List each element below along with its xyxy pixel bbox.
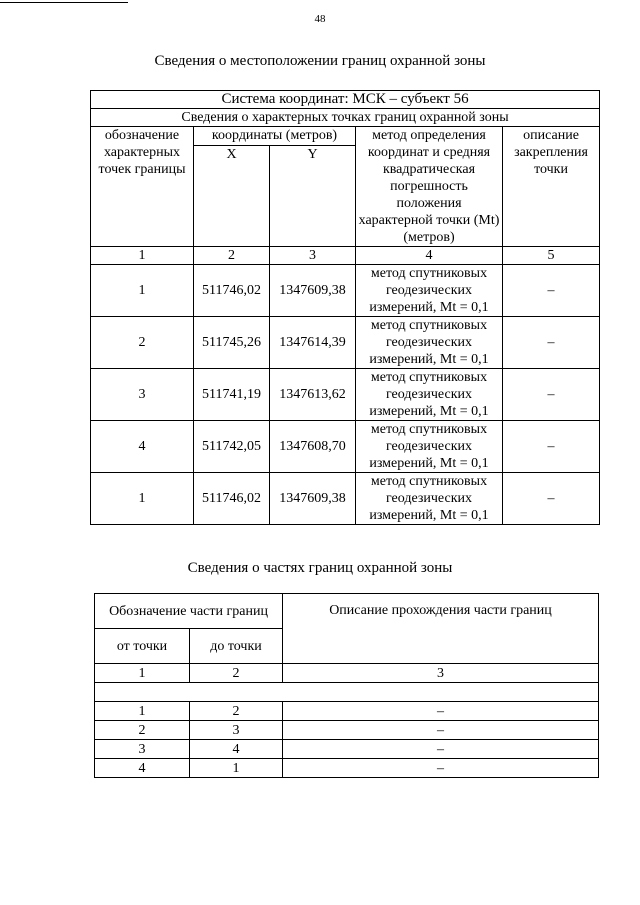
table-row <box>91 473 600 525</box>
method: метод спутниковых геодезических измерений, Mt = 0,1 <box>356 317 503 369</box>
table-row <box>91 265 600 317</box>
part-desc: – <box>283 759 599 778</box>
header-row <box>91 127 600 146</box>
empty-cell <box>95 683 599 702</box>
section-title-boundary-location: Сведения о местоположении границ охранной зоны <box>154 53 486 69</box>
method: метод спутниковых геодезических измерений, Mt = 0,1 <box>356 421 503 473</box>
point-id: 2 <box>91 317 194 369</box>
coord-x: 511741,19 <box>194 369 270 421</box>
desc: – <box>503 265 600 317</box>
column-numbers-row <box>91 247 600 265</box>
header-y: Y <box>270 146 356 247</box>
table-row <box>91 369 600 421</box>
desc: – <box>503 317 600 369</box>
col-num: 4 <box>356 247 503 265</box>
coord-y: 1347613,62 <box>270 369 356 421</box>
header-to: до точки <box>190 629 283 664</box>
header-x: X <box>194 146 270 247</box>
method: метод спутниковых геодезических измерений, Mt = 0,1 <box>356 473 503 525</box>
coord-x: 511746,02 <box>194 265 270 317</box>
to-point: 1 <box>190 759 283 778</box>
col-num: 3 <box>270 247 356 265</box>
boundary-parts-table <box>94 593 599 778</box>
table-row <box>95 740 599 759</box>
header-coords: координаты (метров) <box>194 127 356 146</box>
header-part: Обозначение части границ <box>95 594 283 629</box>
page-number: 48 <box>314 13 326 25</box>
empty-row <box>95 683 599 702</box>
col-num: 1 <box>95 664 190 683</box>
point-id: 1 <box>91 265 194 317</box>
to-point: 2 <box>190 702 283 721</box>
coord-x: 511745,26 <box>194 317 270 369</box>
table-row <box>95 721 599 740</box>
from-point: 1 <box>95 702 190 721</box>
coord-y: 1347609,38 <box>270 473 356 525</box>
coord-system: Система координат: МСК – субъект 56 <box>91 91 600 109</box>
table-row <box>95 759 599 778</box>
method: метод спутниковых геодезических измерений, Mt = 0,1 <box>356 369 503 421</box>
part-desc: – <box>283 740 599 759</box>
table-row <box>95 702 599 721</box>
points-subheader: Сведения о характерных точках границ охранной зоны <box>91 109 600 127</box>
header-from: от точки <box>95 629 190 664</box>
point-id: 1 <box>91 473 194 525</box>
method: метод спутниковых геодезических измерений, Mt = 0,1 <box>356 265 503 317</box>
from-point: 4 <box>95 759 190 778</box>
header-desc: описание закрепления точки <box>503 127 600 247</box>
to-point: 4 <box>190 740 283 759</box>
col-num: 1 <box>91 247 194 265</box>
table-row <box>91 317 600 369</box>
header-point: обозначение характерных точек границы <box>91 127 194 247</box>
section-title-boundary-parts: Сведения о частях границ охранной зоны <box>187 560 453 576</box>
boundary-points-table <box>90 90 600 525</box>
desc: – <box>503 473 600 525</box>
coord-x: 511742,05 <box>194 421 270 473</box>
point-id: 3 <box>91 369 194 421</box>
col-num: 2 <box>190 664 283 683</box>
point-id: 4 <box>91 421 194 473</box>
col-num: 3 <box>283 664 599 683</box>
header-desc: Описание прохождения части границ <box>283 594 599 664</box>
coord-system-row <box>91 91 600 109</box>
part-desc: – <box>283 721 599 740</box>
from-point: 2 <box>95 721 190 740</box>
from-point: 3 <box>95 740 190 759</box>
col-num: 2 <box>194 247 270 265</box>
coord-x: 511746,02 <box>194 473 270 525</box>
part-desc: – <box>283 702 599 721</box>
subheader-row <box>91 109 600 127</box>
to-point: 3 <box>190 721 283 740</box>
coord-y: 1347614,39 <box>270 317 356 369</box>
table-row <box>91 421 600 473</box>
coord-y: 1347609,38 <box>270 265 356 317</box>
desc: – <box>503 421 600 473</box>
col-num: 5 <box>503 247 600 265</box>
coord-y: 1347608,70 <box>270 421 356 473</box>
header-method: метод определения координат и средняя квадратическая погрешность положения характерной точки (Mt) (метров) <box>356 127 503 247</box>
top-rule <box>0 2 128 3</box>
desc: – <box>503 369 600 421</box>
header-row <box>95 594 599 629</box>
column-numbers-row <box>95 664 599 683</box>
